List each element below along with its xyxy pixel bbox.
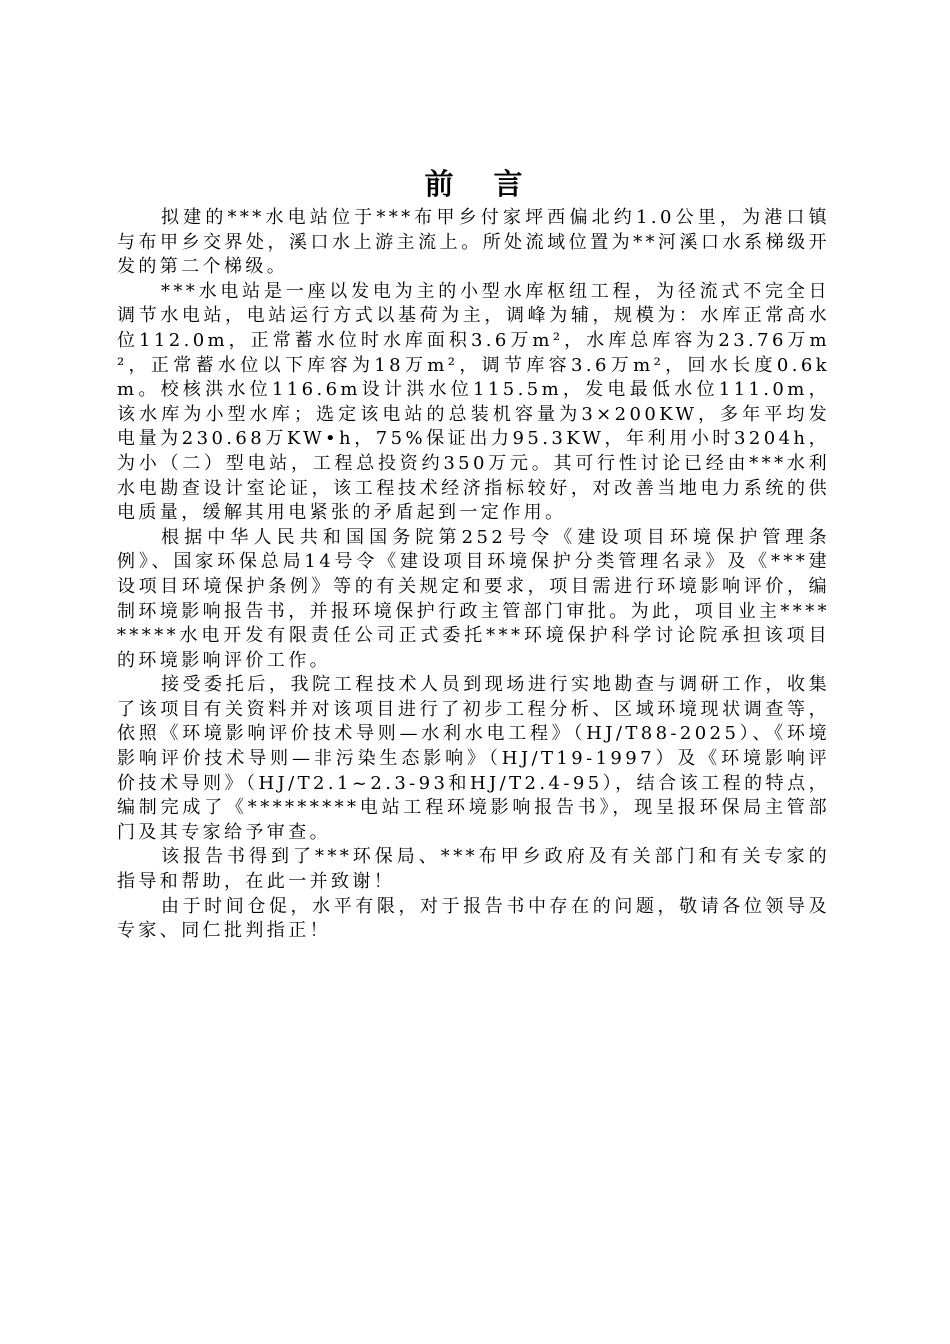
paragraph-4: 接受委托后，我院工程技术人员到现场进行实地勘查与调研工作，收集了该项目有关资料并对该项目进行了初步工程分析、区域环境现状调查等，依照《环境影响评价技术导则—水利水电工程》（HJ/T88-2025）、《环境影响评价技术导则—非污染生态影响》（HJ/T19-1997）及《环境影响评价技术导则》（HJ/T2.1~2.3-93和HJ/T2.4-95），结合该工程的特点，编制完成了《*********电站工程环境影响报告书》，现呈报环保局主管部门及其专家给予审查。 [117,674,830,843]
page-title: 前言 [424,167,563,201]
paragraph-6: 由于时间仓促，水平有限，对于报告书中存在的问题，敬请各位领导及专家、同仁批判指正！ [117,895,830,942]
document-page [117,166,830,944]
paragraph-2: ***水电站是一座以发电为主的小型水库枢纽工程，为径流式不完全日调节水电站，电站运行方式以基荷为主，调峰为辅，规模为：水库正常高水位112.0m，正常蓄水位时水库面积3.6万m²，水库总库容为23.76万m²，正常蓄水位以下库容为18万m²，调节库容3.6万m²，回水长度0.6km。校核洪水位116.6m设计洪水位115.5m，发电最低水位111.0m，该水库为小型水库；选定该电站的总装机容量为3×200KW，多年平均发电量为230.68万KW•h，75%保证出力95.3KW，年利用小时3204h，为小（二）型电站，工程总投资约350万元。其可行性讨论已经由***水利水电勘查设计室论证，该工程技术经济指标较好，对改善当地电力系统的供电质量，缓解其用电紧张的矛盾起到一定作用。 [117,280,830,524]
paragraph-3: 根据中华人民共和国国务院第252号令《建设项目环境保护管理条例》、国家环保总局14号令《建设项目环境保护分类管理名录》及《***建设项目环境保护条例》等的有关规定和要求，项目需进行环境影响评价，编制环境影响报告书，并报环境保护行政主管部门审批。为此，项目业主*********水电开发有限责任公司正式委托***环境保护科学讨论院承担该项目的环境影响评价工作。 [117,526,830,671]
paragraph-1: 拟建的***水电站位于***布甲乡付家坪西偏北约1.0公里，为港口镇与布甲乡交界处，溪口水上游主流上。所处流域位置为**河溪口水系梯级开发的第二个梯级。 [117,207,830,278]
paragraph-5: 该报告书得到了***环保局、***布甲乡政府及有关部门和有关专家的指导和帮助，在此一并致谢！ [117,846,830,893]
